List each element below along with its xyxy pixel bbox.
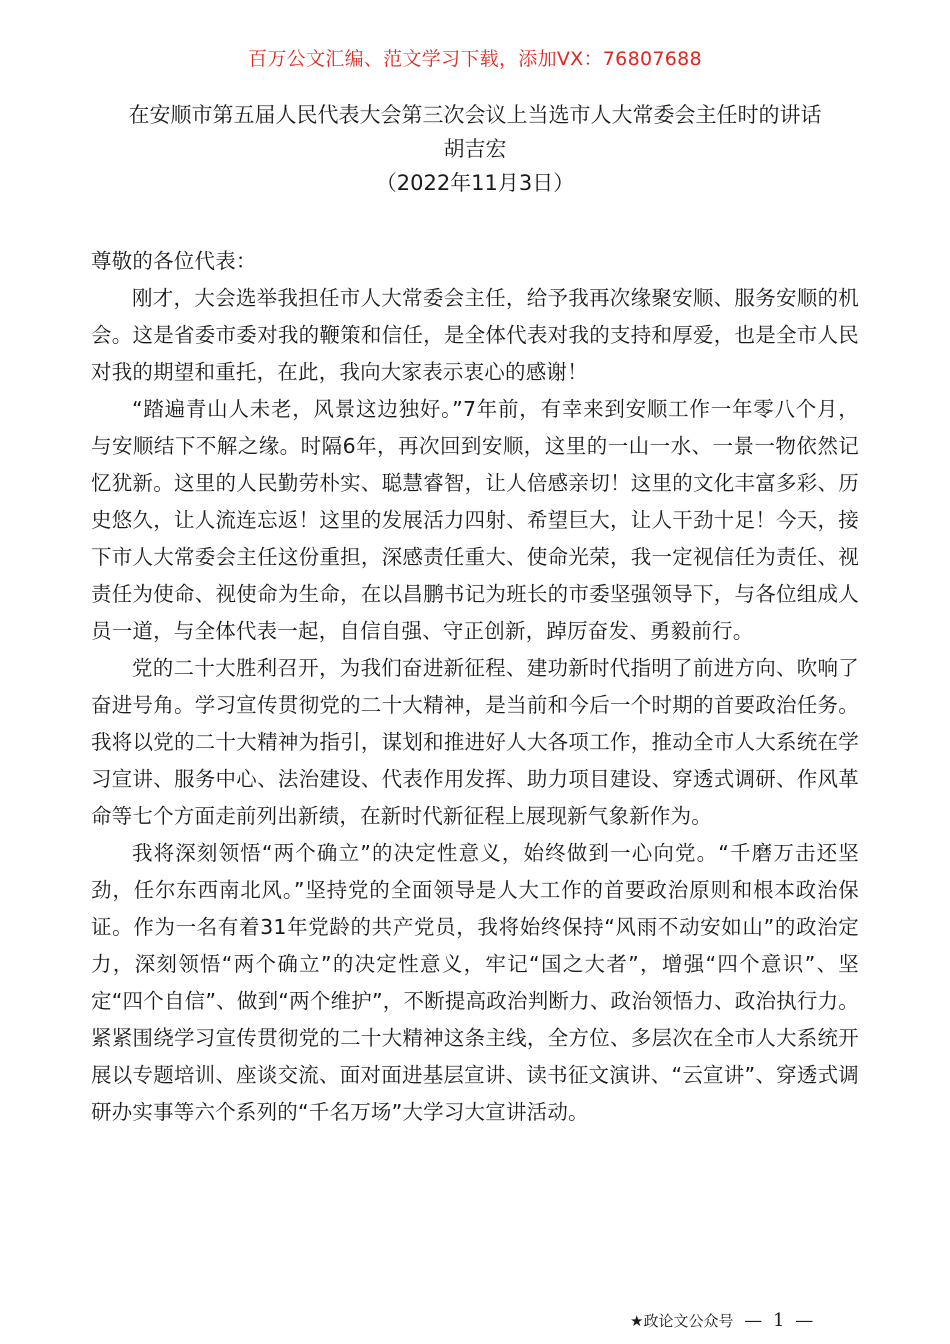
document-body [91,243,859,1131]
promo-banner: 百万公文汇编、范文学习下载，添加VX：76807688 [248,48,702,70]
body-paragraph: 党的二十大胜利召开，为我们奋进新征程、建功新时代指明了前进方向、吹响了奋进号角。学习宣传贯彻党的二十大精神，是当前和今后一个时期的首要政治任务。我将以党的二十大精神为指引，谋划和推进好人大各项工作，推动全市人大系统在学习宣讲、服务中心、法治建设、代表作用发挥、助力项目建设、穿透式调研、作风革命等七个方面走前列出新绩，在新时代新征程上展现新气象新作为。 [91,656,859,828]
document-title: 在安顺市第五届人民代表大会第三次会议上当选市人大常委会主任时的讲话 [128,103,822,127]
footer-source: ★政论文公众号 [630,1312,734,1330]
document-date: （2022年11月3日） [375,171,575,195]
document-header [0,98,950,200]
page-number: 1 [773,1310,785,1331]
body-paragraph: 我将深刻领悟“两个确立”的决定性意义，始终做到一心向党。“千磨万击还坚劲，任尔东西南北风。”坚持党的全面领导是人大工作的首要政治原则和根本政治保证。作为一名有着31年党龄的共产党员，我将始终保持“风雨不动安如山”的政治定力，深刻领悟“两个确立”的决定性意义，牢记“国之大者”，增强“四个意识”、坚定“四个自信”、做到“两个维护”，不断提高政治判断力、政治领悟力、政治执行力。紧紧围绕学习宣传贯彻党的二十大精神这条主线，全方位、多层次在全市人大系统开展以专题培训、座谈交流、面对面进基层宣讲、读书征文演讲、“云宣讲”、穿透式调研办实事等六个系列的“千名万场”大学习大宣讲活动。 [91,841,859,1124]
document-author: 胡吉宏 [443,137,507,161]
salutation: 尊敬的各位代表： [91,249,257,273]
footer-separator-right: — [795,1310,814,1331]
body-paragraph: 刚才，大会选举我担任市人大常委会主任，给予我再次缘聚安顺、服务安顺的机会。这是省委市委对我的鞭策和信任，是全体代表对我的支持和厚爱，也是全市人民对我的期望和重托，在此，我向大家表示衷心的感谢！ [91,286,859,384]
body-paragraph: “踏遍青山人未老，风景这边独好。”7年前，有幸来到安顺工作一年零八个月，与安顺结下不解之缘。时隔6年，再次回到安顺，这里的一山一水、一景一物依然记忆犹新。这里的人民勤劳朴实、聪慧睿智，让人倍感亲切！这里的文化丰富多彩、历史悠久，让人流连忘返！这里的发展活力四射、希望巨大，让人干劲十足！今天，接下市人大常委会主任这份重担，深感责任重大、使命光荣，我一定视信任为责任、视责任为使命、视使命为生命，在以昌鹏书记为班长的市委坚强领导下，与各位组成人员一道，与全体代表一起，自信自强、守正创新，踔厉奋发、勇毅前行。 [91,397,859,643]
footer-separator-left: — [744,1310,763,1331]
page-footer [630,1310,819,1332]
